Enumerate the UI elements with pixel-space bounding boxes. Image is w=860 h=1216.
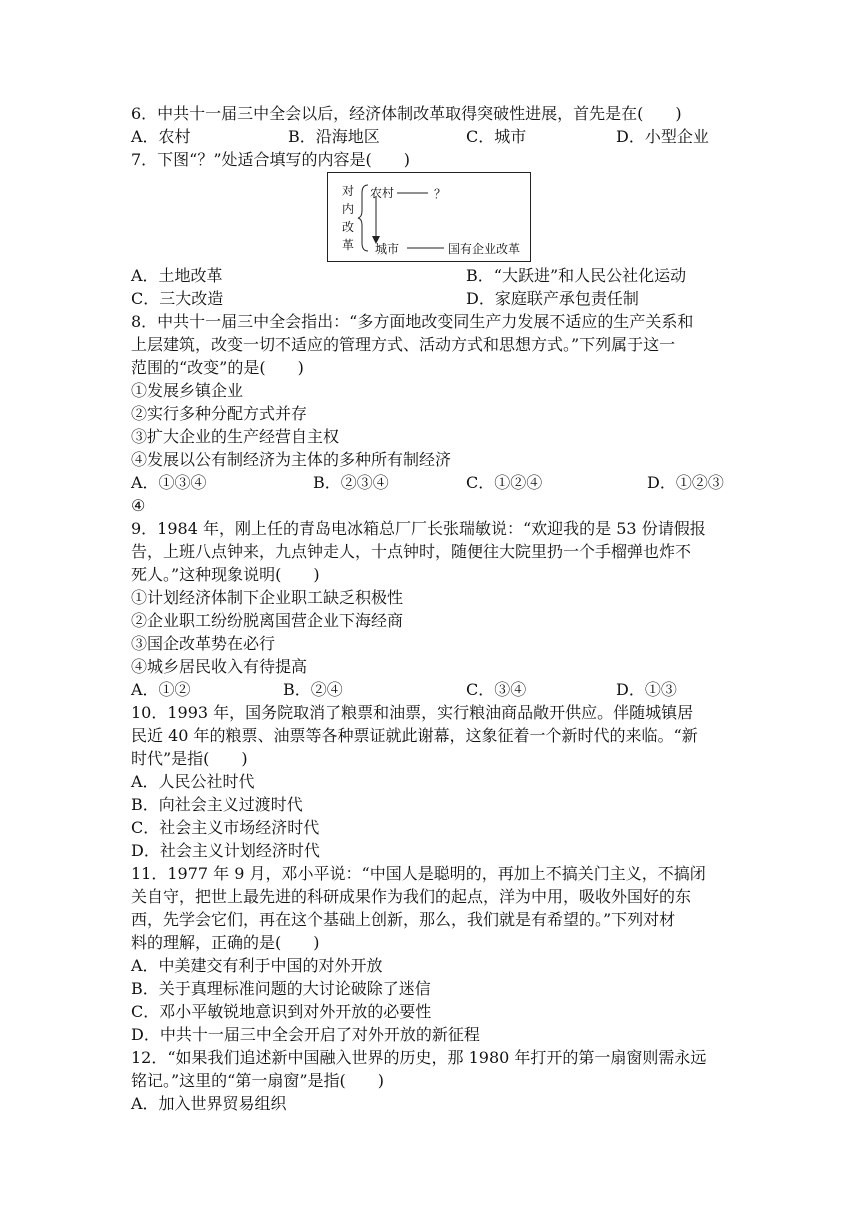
q10-stem-line: 时代”是指( ) <box>131 749 248 768</box>
q11-option-c: C．邓小平敏锐地意识到对外开放的必要性 <box>131 1002 432 1021</box>
q7-diagram <box>327 172 531 262</box>
q9-stem-line: 告，上班八点钟来，九点钟走人，十点钟时，随便往大院里扔一个手榴弹也炸不 <box>131 542 692 561</box>
q11-stem-line: 关自守，把世上最先进的科研成果作为我们的起点，洋为中用，吸收外国好的东 <box>131 887 692 906</box>
q9-item: ②企业职工纷纷脱离国营企业下海经商 <box>131 611 404 630</box>
q7-option-a: A．土地改革 <box>131 266 223 285</box>
q11-option-d: D．中共十一届三中全会开启了对外开放的新征程 <box>131 1025 480 1044</box>
q6-stem: 6．中共十一届三中全会以后，经济体制改革取得突破性进展，首先是在( ) <box>131 104 682 123</box>
q10-option-a: A．人民公社时代 <box>131 772 255 791</box>
q8-option-b: B．②③④ <box>313 473 389 492</box>
q9-option-c: C．③④ <box>466 680 527 699</box>
q11-stem-line: 11．1977 年 9 月，邓小平说：“中国人是聪明的，再加上不搞关门主义，不搞闭 <box>131 864 706 883</box>
diagram-top-right: ？ <box>434 187 447 201</box>
q6-option-a: A．农村 <box>131 127 191 146</box>
q8-stem-line: 范围的“改变”的是( ) <box>131 358 304 377</box>
q9-option-b: B．②④ <box>283 680 343 699</box>
q8-option-d: D．①②③ <box>647 473 724 492</box>
q9-item: ④城乡居民收入有待提高 <box>131 657 308 676</box>
diagram-side-char: 革 <box>341 238 354 252</box>
q9-stem-line: 死人。”这种现象说明( ) <box>131 565 320 584</box>
q7-option-b: B．“大跃进”和人民公社化运动 <box>466 266 687 285</box>
q8-item: ①发展乡镇企业 <box>131 381 244 400</box>
q10-stem-line: 10．1993 年，国务院取消了粮票和油票，实行粮油商品敞开供应。伴随城镇居 <box>131 703 694 722</box>
q12-stem-line: 12．“如果我们追述新中国融入世界的历史，那 1980 年打开的第一扇窗则需永远 <box>131 1048 707 1067</box>
q8-stem-line: 上层建筑，改变一切不适应的管理方式、活动方式和思想方式。”下列属于这一 <box>131 335 676 354</box>
q8-option-c: C．①②④ <box>466 473 543 492</box>
q8-option-d-wrap: ④ <box>131 496 146 515</box>
q7-option-d: D．家庭联产承包责任制 <box>466 289 639 308</box>
diagram-side-char: 内 <box>341 202 354 216</box>
q11-option-b: B．关于真理标准问题的大讨论破除了迷信 <box>131 979 431 998</box>
q9-stem-line: 9．1984 年，刚上任的青岛电冰箱总厂厂长张瑞敏说：“欢迎我的是 53 份请假报 <box>131 519 706 538</box>
q7-stem: 7．下图“？”处适合填写的内容是( ) <box>131 150 411 169</box>
q6-option-c: C．城市 <box>466 127 527 146</box>
q8-item: ③扩大企业的生产经营自主权 <box>131 427 340 446</box>
q9-option-d: D．①③ <box>616 680 677 699</box>
q9-option-a: A．①② <box>131 680 191 699</box>
q10-stem-line: 民近 40 年的粮票、油票等各种票证就此谢幕，这象征着一个新时代的来临。“新 <box>131 726 698 745</box>
q10-option-b: B．向社会主义过渡时代 <box>131 795 303 814</box>
q8-option-a: A．①③④ <box>131 473 207 492</box>
q10-option-c: C．社会主义市场经济时代 <box>131 818 320 837</box>
q11-stem-line: 西，先学会它们，再在这个基础上创新，那么，我们就是有希望的。”下列对材 <box>131 910 676 929</box>
q11-stem-line: 料的理解，正确的是( ) <box>131 933 320 952</box>
diagram-bottom-left: 城市 <box>375 242 400 256</box>
q7-option-c: C．三大改造 <box>131 289 224 308</box>
q12-option-a: A．加入世界贸易组织 <box>131 1094 287 1113</box>
q9-item: ①计划经济体制下企业职工缺乏积极性 <box>131 588 404 607</box>
q11-option-a: A．中美建交有利于中国的对外开放 <box>131 956 383 975</box>
q12-stem-line: 铭记。”这里的“第一扇窗”是指( ) <box>131 1071 385 1090</box>
q8-item: ②实行多种分配方式并存 <box>131 404 308 423</box>
q10-option-d: D．社会主义计划经济时代 <box>131 841 320 860</box>
q6-option-b: B．沿海地区 <box>288 127 380 146</box>
diagram-side-char: 改 <box>341 220 354 234</box>
diagram-side-char: 对 <box>341 184 354 198</box>
diagram-top-left: 农村 <box>370 186 395 200</box>
q6-option-d: D．小型企业 <box>616 127 709 146</box>
q8-item: ④发展以公有制经济为主体的多种所有制经济 <box>131 450 452 469</box>
q8-stem-line: 8．中共十一届三中全会指出：“多方面地改变同生产力发展不适应的生产关系和 <box>131 312 694 331</box>
q9-item: ③国企改革势在必行 <box>131 634 276 653</box>
diagram-bottom-right: 国有企业改革 <box>448 242 521 256</box>
